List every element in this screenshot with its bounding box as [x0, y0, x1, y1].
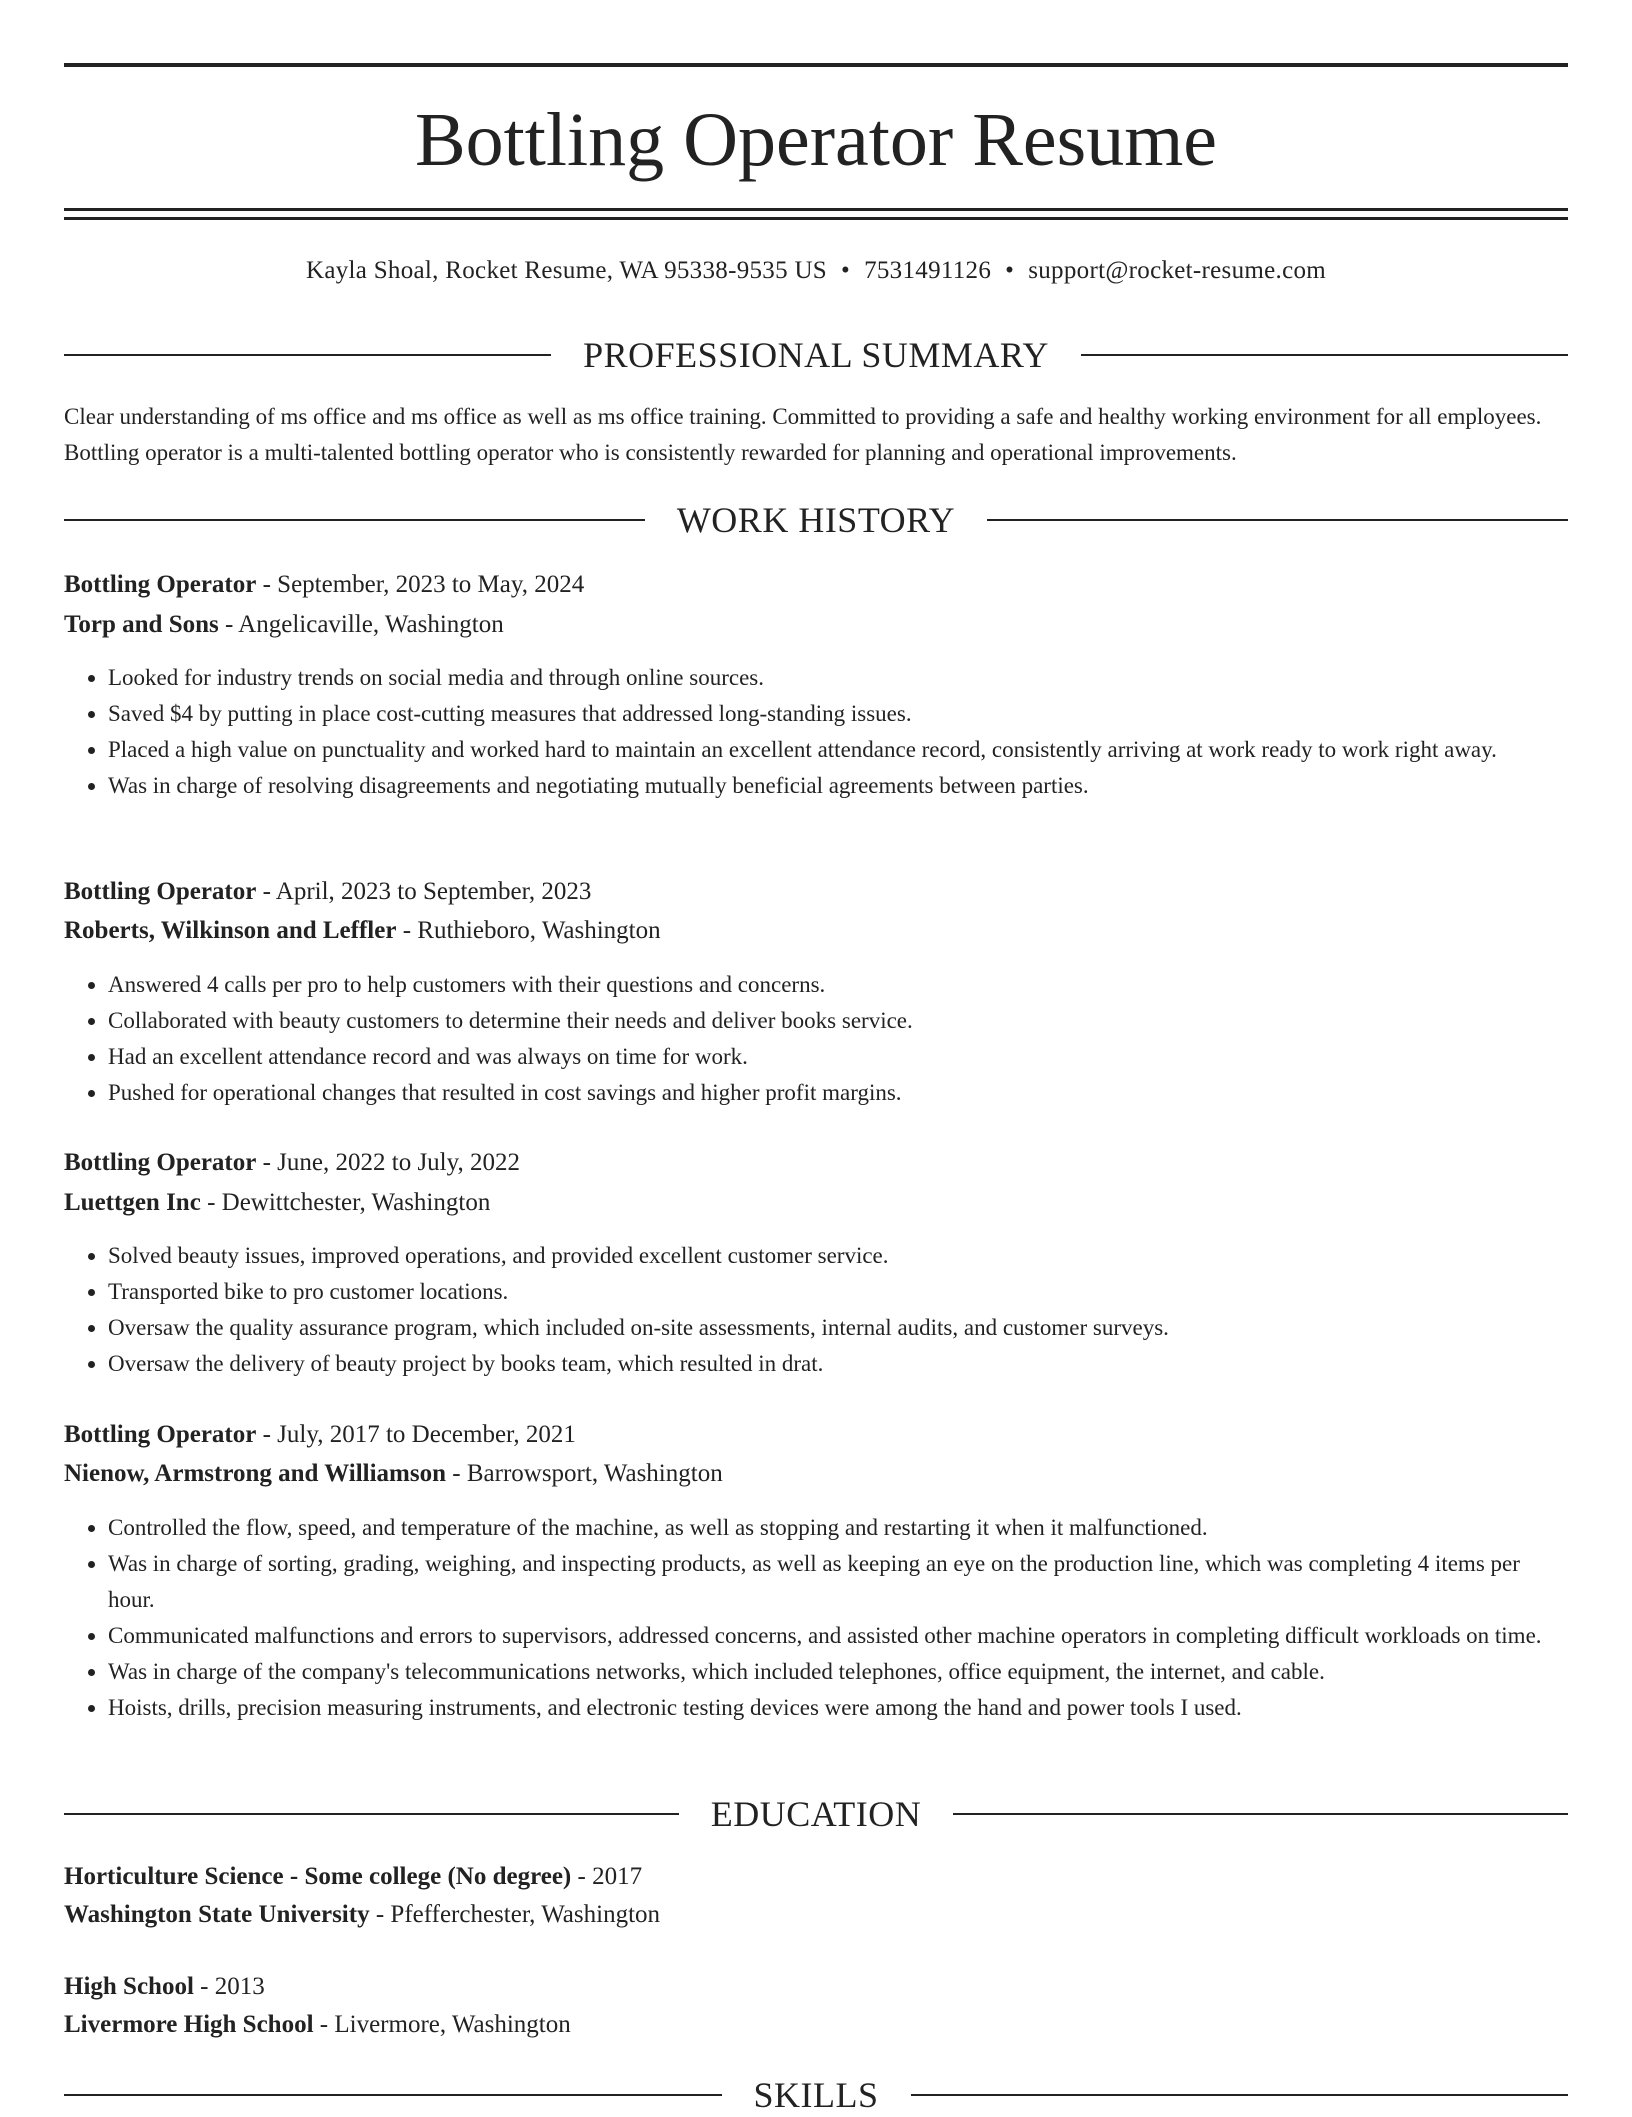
- job-location: - Dewittchester, Washington: [200, 1189, 491, 1216]
- job-location: - Ruthieboro, Washington: [396, 917, 661, 944]
- job-bullets: [64, 967, 1568, 1111]
- job-title: Bottling Operator: [64, 1149, 257, 1176]
- top-rule: [64, 63, 1568, 67]
- contact-phone: 7531491126: [864, 257, 992, 284]
- job-title-line: [64, 874, 1568, 910]
- section-rule: [64, 2094, 722, 2096]
- list-item: • Collaborated with beauty customers to determine their needs and deliver books service.: [108, 1003, 1568, 1039]
- list-item: • Was in charge of sorting, grading, weighing, and inspecting products, as well as keeping an eye on the production line, which was completing 4 items per hour.: [108, 1546, 1568, 1618]
- contact-separator: •: [1005, 257, 1015, 284]
- section-header-work: [64, 498, 1568, 542]
- section-rule: [987, 519, 1568, 521]
- education-location: - Pfefferchester, Washington: [369, 1901, 661, 1928]
- section-rule: [64, 354, 551, 356]
- page-title: Bottling Operator Resume: [414, 98, 1218, 182]
- job-title: Bottling Operator: [64, 878, 257, 905]
- contact-email: support@rocket-resume.com: [1028, 257, 1327, 284]
- job-location: - Barrowsport, Washington: [446, 1460, 723, 1487]
- section-header-education: [64, 1792, 1568, 1836]
- title-double-rule: [64, 208, 1568, 220]
- job-title-line: [64, 567, 1568, 603]
- section-title: WORK HISTORY: [676, 500, 956, 540]
- education-location: - Livermore, Washington: [313, 2011, 571, 2038]
- section-rule: [64, 519, 645, 521]
- section-rule: [1081, 354, 1568, 356]
- list-item: • Saved $4 by putting in place cost-cutting measures that addressed long-standing issues.: [108, 696, 1568, 732]
- education-year: - 2017: [571, 1863, 643, 1890]
- list-item: • Answered 4 calls per pro to help customers with their questions and concerns.: [108, 967, 1568, 1003]
- education-school: Livermore High School: [64, 2011, 314, 2038]
- job-company-line: [64, 913, 1568, 949]
- education-degree: Horticulture Science - Some college (No degree): [64, 1863, 572, 1890]
- contact-separator: •: [841, 257, 851, 284]
- section-header-summary: [64, 333, 1568, 377]
- list-item: • Was in charge of resolving disagreements and negotiating mutually beneficial agreements between parties.: [108, 768, 1568, 804]
- list-item: • Controlled the flow, speed, and temperature of the machine, as well as stopping and restarting it when it malfunctioned.: [108, 1510, 1568, 1546]
- list-item: • Solved beauty issues, improved operations, and provided excellent customer service.: [108, 1238, 1568, 1274]
- job-dates: - June, 2022 to July, 2022: [256, 1149, 520, 1176]
- list-item: • Oversaw the delivery of beauty project by books team, which resulted in drat.: [108, 1346, 1568, 1382]
- summary-text: Clear understanding of ms office and ms office as well as ms office training. Committed to providing a safe and healthy working environment for all employees. Bottling operator is a multi-talented bottling operator who is consistently rewarded for planning and operational improvements.: [64, 404, 1542, 465]
- education-year: - 2013: [193, 1973, 265, 2000]
- education-degree-line: [64, 1969, 1568, 2005]
- section-rule: [64, 1813, 679, 1815]
- job-company: Roberts, Wilkinson and Leffler: [64, 917, 397, 944]
- list-item: • Transported bike to pro customer locations.: [108, 1274, 1568, 1310]
- job-dates: - July, 2017 to December, 2021: [256, 1421, 576, 1448]
- job-bullets: [64, 1510, 1568, 1726]
- job-title: Bottling Operator: [64, 571, 257, 598]
- list-item: • Looked for industry trends on social media and through online sources.: [108, 660, 1568, 696]
- list-item: • Had an excellent attendance record and was always on time for work.: [108, 1039, 1568, 1075]
- list-item: • Placed a high value on punctuality and worked hard to maintain an excellent attendance record, consistently arriving at work ready to work right away.: [108, 732, 1568, 768]
- job-company: Luettgen Inc: [64, 1189, 201, 1216]
- job-location: - Angelicaville, Washington: [218, 611, 504, 638]
- education-school-line: [64, 1897, 1568, 1933]
- education-degree-line: [64, 1859, 1568, 1895]
- job-bullets: [64, 660, 1568, 804]
- list-item: • Oversaw the quality assurance program, which included on-site assessments, internal audits, and customer surveys.: [108, 1310, 1568, 1346]
- job-company: Nienow, Armstrong and Williamson: [64, 1460, 447, 1487]
- section-title: SKILLS: [753, 2075, 879, 2115]
- section-rule: [953, 1813, 1568, 1815]
- section-title: PROFESSIONAL SUMMARY: [583, 335, 1049, 375]
- contact-address: Kayla Shoal, Rocket Resume, WA 95338-9535 US: [305, 257, 828, 284]
- education-school: Washington State University: [64, 1901, 370, 1928]
- job-dates: - September, 2023 to May, 2024: [256, 571, 585, 598]
- job-company: Torp and Sons: [64, 611, 219, 638]
- job-title-line: [64, 1417, 1568, 1453]
- list-item: • Pushed for operational changes that resulted in cost savings and higher profit margins.: [108, 1075, 1568, 1111]
- list-item: • Was in charge of the company's telecommunications networks, which included telephones, office equipment, the internet, and cable.: [108, 1654, 1568, 1690]
- section-header-skills: [64, 2073, 1568, 2117]
- list-item: • Hoists, drills, precision measuring instruments, and electronic testing devices were among the hand and power tools I used.: [108, 1690, 1568, 1726]
- education-degree: High School: [64, 1973, 194, 2000]
- job-company-line: [64, 1456, 1568, 1492]
- job-company-line: [64, 607, 1568, 643]
- list-item: • Communicated malfunctions and errors to supervisors, addressed concerns, and assisted other machine operators in completing difficult workloads on time.: [108, 1618, 1568, 1654]
- job-title: Bottling Operator: [64, 1421, 257, 1448]
- job-dates: - April, 2023 to September, 2023: [256, 878, 592, 905]
- job-bullets: [64, 1238, 1568, 1382]
- job-company-line: [64, 1185, 1568, 1221]
- education-school-line: [64, 2007, 1568, 2043]
- section-rule: [911, 2094, 1569, 2096]
- job-title-line: [64, 1145, 1568, 1181]
- section-title: EDUCATION: [710, 1794, 922, 1834]
- contact-line: [64, 254, 1568, 288]
